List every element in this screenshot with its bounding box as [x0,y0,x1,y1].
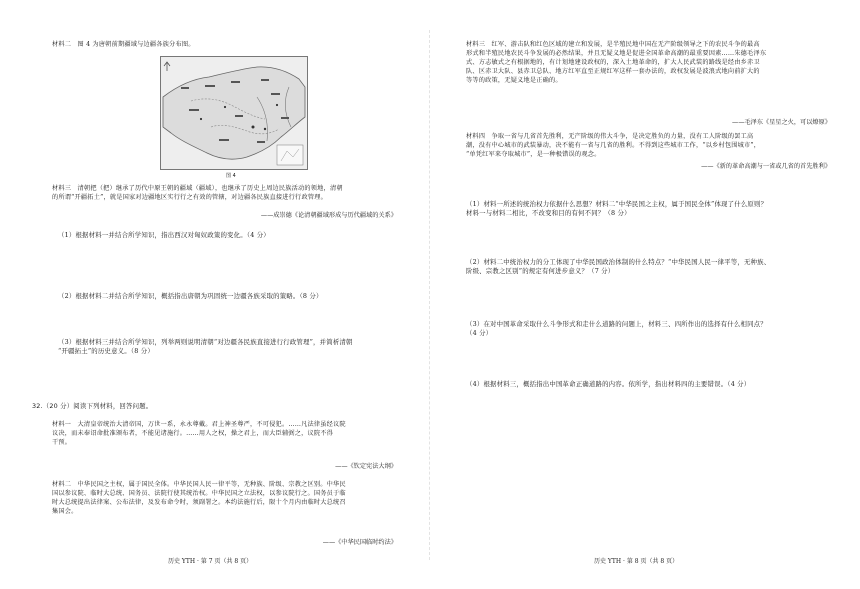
material2-intro: 材料二 图 4 为唐朝前期疆域与边疆各族分布图。 [52,41,195,48]
material4-source: ——《新的革命高潮与一省或几省的首先胜利》 [701,163,831,170]
material4-text: 材料四 争取一省与几省首先胜利，无产阶级的伟大斗争，是决定胜负的力量，没有工人阶级的罢工高 潮，没有中心城市的武装暴动，决不能有一省与几省的胜利。不得到这些城市工作，“以乡村包围城市”， “单凭红军来夺取城市”，是一种极错误的观念。 [466,133,761,158]
page-footer-left: 历史 YTH · 第 7 页（共 8 页） [168,558,253,565]
material2-source: ——《中华民国临时约法》 [322,539,397,546]
right-page [430,0,860,589]
map-caption: 图 4 [226,173,236,179]
map-graphic [161,57,307,169]
question-3: （3）根据材料三并结合所学知识，列举两则说明清朝“对边疆各民族直接进行行政管理”，并简析清朝 “开疆拓土”的历史意义。（8 分） [58,338,353,355]
right-question-3: （3）在对中国革命采取什么斗争形式和走什么道路的问题上，材料三、四所作出的选择有什么相同点？ （4 分） [466,320,767,337]
material3-right-source: ——毛泽东《星星之火，可以燎原》 [732,119,831,126]
material2-text: 材料二 中华民国之主权，属于国民全体。中华民国人民一律平等，无种族、阶级、宗教之区别。中华民 国以参议院、临时大总统、国务员、法院行使其统治权。中华民国之立法权，以参议院行之。国务员于临 时大总统提出法律案、公布法律，及发布命令时，须副署之。本约法施行后，限十个月内由临时大总统召 集国会。 [52,481,346,515]
material3-source: ——成崇德《论清朝疆域形成与历代疆域的关系》 [260,212,397,219]
question-32-header: 32.（20 分）阅读下列材料，回答问题。 [32,402,153,410]
right-question-1: （1）材料一所述的统治权力依据什么思想？材料二“中华民国之主权，属于国民全体”体现了什么原则？ 材料一与材料二相比，不改变和目的有何不同？（8 分） [466,200,768,217]
material3-right-text: 材料三 红军、游击队和红色区域的建立和发展，是半殖民地中国在无产阶级领导之下的农民斗争的最高 形式和半殖民地农民斗争发展的必然结果，并且无疑义地是促进全国革命高潮的最重要因素……朱德毛泽东 式、方志敏式之有根据地的，有计划地建设政权的，深入土地革命的，扩大人民武装的路线是经由乡赤卫 队、区赤卫大队、县赤卫总队、地方红军直至正规红军这样一套办法的，政权发展是波浪式地向前扩大的 等等的政策，无疑义地是正确的。 [466,41,767,84]
material1-text: 材料一 大清皇帝统治大清帝国，万世一系，永永尊戴。君上神圣尊严，不可侵犯。……凡法律虽经议院 议决，而未奉诏命批准颁布者，不能见诸施行。……用人之权，操之君上，而大臣辅弼之，议院不得 干预。 [52,421,346,446]
material1-source: ——《钦定宪法大纲》 [335,463,397,470]
question-2: （2）根据材料二并结合所学知识，概括指出唐朝为巩固统一边疆各族采取的策略。（8 分） [58,292,323,300]
page-footer-right: 历史 YTH · 第 8 页（共 8 页） [594,558,679,565]
material3-text: 材料三 清朝把（把）继承了历代中原王朝的疆域（疆域），也继承了历史上周边民族活动的领地，清朝 的所谓“开疆拓土”，就是国家对边疆地区实行行之有效的管辖，对边疆各民族直接进行行政管理。 [52,185,343,201]
right-question-2: （2）材料二中统治权力的分工体现了中华民国政治体制的什么特点？“中华民国人民一律平等，无种族、 阶级、宗教之区别”的规定有何进步意义？（7 分） [466,258,771,275]
tang-dynasty-map [160,56,308,170]
right-question-4: （4）根据材料三，概括指出中国革命正确道路的内容。依所学，指出材料四的主要错误。（4 分） [466,380,751,388]
question-1: （1）根据材料一并结合所学知识，指出西汉对匈奴政策的变化。（4 分） [58,231,270,239]
